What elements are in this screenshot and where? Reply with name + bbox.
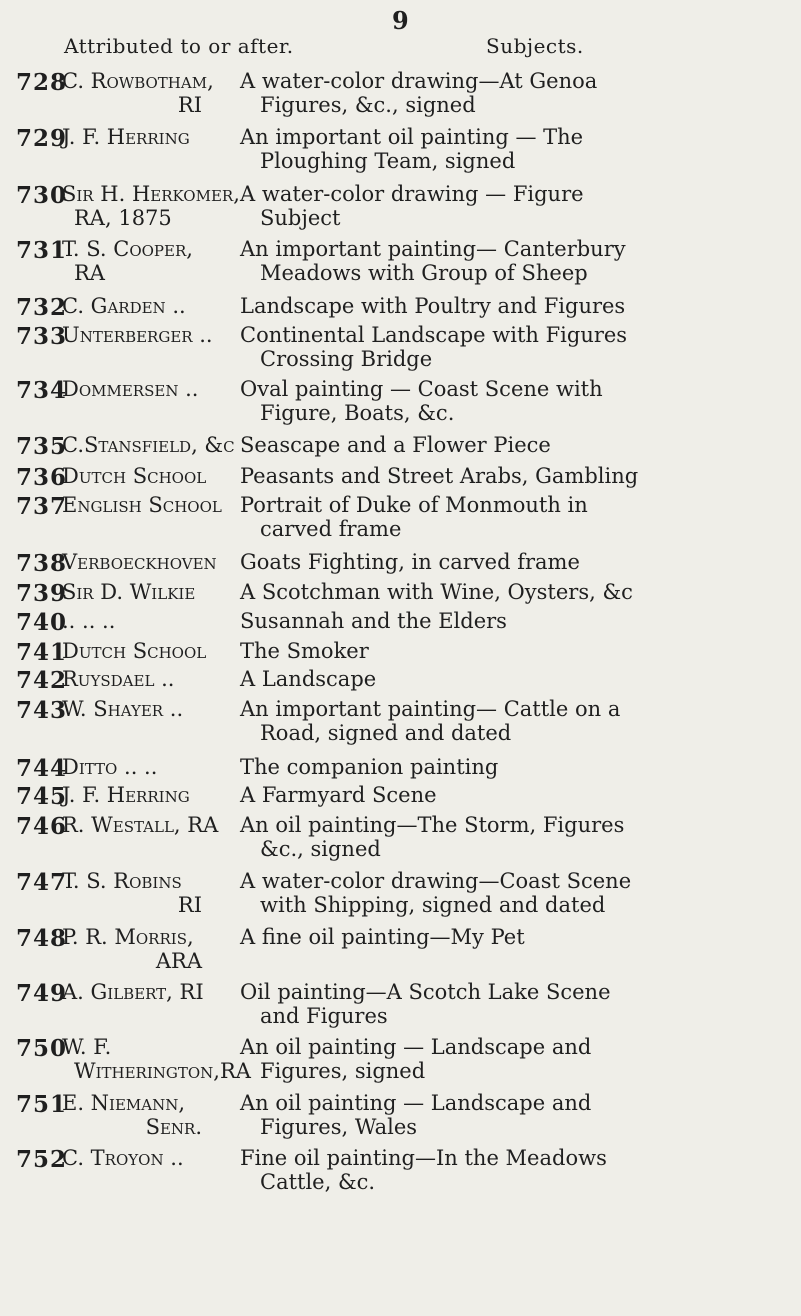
lot-subject <box>240 69 795 117</box>
lot-subject <box>240 667 795 691</box>
lot-subject <box>240 1091 795 1139</box>
lot-subject-text: An important painting— Canterbury <box>240 237 626 261</box>
lot-subject-text: An oil painting—The Storm, Figures <box>240 813 625 837</box>
lot-subject-text: A water-color drawing—At Genoa <box>240 69 598 93</box>
lot-artist-name: W. F. <box>62 1035 112 1059</box>
lot-subject <box>240 125 795 173</box>
lot-number: 736 <box>16 464 68 491</box>
lot-subject <box>240 1035 795 1083</box>
lot-number: 739 <box>16 580 68 607</box>
lot-artist <box>62 869 262 917</box>
lot-artist <box>62 323 262 347</box>
lot-artist-name: C.Stansfield, &c <box>62 433 235 457</box>
lot-subject-text: An oil painting — Landscape and <box>240 1035 592 1059</box>
lot-artist-name: T. S. Cooper, <box>62 237 193 261</box>
lot-subject <box>240 580 795 604</box>
lot-subject <box>240 1146 795 1194</box>
column-header-subjects: Subjects. <box>486 34 584 58</box>
lot-artist-name: Unterberger .. <box>62 323 213 347</box>
lot-number: 738 <box>16 550 68 577</box>
lot-subject <box>240 639 795 663</box>
lot-number: 744 <box>16 755 68 782</box>
lot-subject <box>240 464 795 488</box>
lot-number: 743 <box>16 697 68 724</box>
lot-subject <box>240 493 795 541</box>
lot-artist-name: A. Gilbert, RI <box>62 980 204 1004</box>
lot-subject <box>240 433 795 457</box>
lot-subject-continuation: Figures, &c., signed <box>260 93 476 117</box>
lot-number: 737 <box>16 493 68 520</box>
lot-subject-text: A Scotchman with Wine, Oysters, &c <box>240 580 633 604</box>
lot-artist <box>62 813 262 837</box>
lot-subject-continuation: Meadows with Group of Sheep <box>260 261 588 285</box>
lot-artist-qualifier: Senr. <box>145 1115 202 1139</box>
lot-subject <box>240 813 795 861</box>
lot-artist-qualifier: RI <box>177 93 202 117</box>
lot-subject-text: Peasants and Street Arabs, Gambling <box>240 464 639 488</box>
lot-subject-text: An important oil painting — The <box>240 125 584 149</box>
lot-artist-name: E. Niemann, <box>62 1091 186 1115</box>
lot-artist-qualifier: ARA <box>155 949 202 973</box>
lot-number: 750 <box>16 1035 68 1062</box>
lot-artist <box>62 980 262 1004</box>
lot-subject-text: A water-color drawing—Coast Scene <box>240 869 632 893</box>
lot-artist <box>62 1091 262 1139</box>
lot-artist-name: .. .. .. <box>62 609 116 633</box>
lot-number: 741 <box>16 639 68 666</box>
lot-artist-name: Verboeckhoven <box>62 550 217 574</box>
lot-number: 749 <box>16 980 68 1007</box>
lot-artist <box>62 925 262 973</box>
lot-artist-name: Dommersen .. <box>62 377 199 401</box>
lot-subject-text: An important painting— Cattle on a <box>240 697 621 721</box>
lot-artist <box>62 69 262 117</box>
lot-subject-continuation: &c., signed <box>260 837 381 861</box>
lot-number: 746 <box>16 813 68 840</box>
lot-subject-text: A Farmyard Scene <box>240 783 437 807</box>
lot-artist-qualifier: RI <box>177 893 202 917</box>
lot-artist <box>62 1035 262 1083</box>
lot-artist <box>62 609 262 633</box>
lot-subject <box>240 980 795 1028</box>
lot-number: 747 <box>16 869 68 896</box>
lot-artist <box>62 377 262 401</box>
lot-subject-continuation: Subject <box>260 206 341 230</box>
column-header-attributed: Attributed to or after. <box>64 34 294 58</box>
lot-number: 728 <box>16 69 68 96</box>
lot-artist-qualifier: Witherington,RA <box>74 1059 251 1083</box>
lot-subject-text: Goats Fighting, in carved frame <box>240 550 580 574</box>
lot-subject <box>240 237 795 285</box>
lot-subject-text: Oil painting—A Scotch Lake Scene <box>240 980 611 1004</box>
lot-subject <box>240 755 795 779</box>
lot-subject-text: Fine oil painting—In the Meadows <box>240 1146 607 1170</box>
lot-artist <box>62 550 262 574</box>
lot-subject-text: The companion painting <box>240 755 499 779</box>
page-number: 9 <box>392 6 409 35</box>
lot-number: 732 <box>16 294 68 321</box>
lot-subject-continuation: carved frame <box>260 517 402 541</box>
lot-artist <box>62 755 262 779</box>
lot-artist-name: J. F. Herring <box>62 125 190 149</box>
lot-artist-name: W. Shayer .. <box>62 697 184 721</box>
lot-artist-name: R. Westall, RA <box>62 813 219 837</box>
lot-subject-continuation: Figure, Boats, &c. <box>260 401 455 425</box>
lot-subject <box>240 323 795 371</box>
lot-number: 751 <box>16 1091 68 1118</box>
lot-artist-name: Ditto .. .. <box>62 755 158 779</box>
lot-subject-continuation: Ploughing Team, signed <box>260 149 516 173</box>
lot-subject <box>240 869 795 917</box>
lot-artist-name: Dutch School <box>62 639 207 663</box>
lot-subject-text: A Landscape <box>240 667 377 691</box>
lot-subject <box>240 783 795 807</box>
lot-subject <box>240 294 795 318</box>
lot-artist-name: C. Rowbotham, <box>62 69 214 93</box>
lot-subject <box>240 377 795 425</box>
lot-artist-name: Sir D. Wilkie <box>62 580 196 604</box>
lot-artist <box>62 493 262 517</box>
lot-subject-text: Portrait of Duke of Monmouth in <box>240 493 588 517</box>
lot-subject-continuation: and Figures <box>260 1004 388 1028</box>
lot-subject-text: Susannah and the Elders <box>240 609 507 633</box>
lot-subject-continuation: with Shipping, signed and dated <box>260 893 606 917</box>
lot-subject-text: Continental Landscape with Figures <box>240 323 628 347</box>
lot-artist-name: T. S. Robins <box>62 869 182 893</box>
lot-artist <box>62 639 262 663</box>
lot-artist <box>62 580 262 604</box>
lot-artist <box>62 1146 262 1170</box>
lot-subject <box>240 697 795 745</box>
lot-artist <box>62 697 262 721</box>
lot-subject-text: A water-color drawing — Figure <box>240 182 584 206</box>
lot-subject-text: An oil painting — Landscape and <box>240 1091 592 1115</box>
lot-number: 748 <box>16 925 68 952</box>
lot-artist <box>62 182 262 230</box>
lot-subject-continuation: Crossing Bridge <box>260 347 433 371</box>
lot-artist <box>62 237 262 285</box>
lot-number: 745 <box>16 783 68 810</box>
lot-artist-name: P. R. Morris, <box>62 925 194 949</box>
lot-artist-name: English School <box>62 493 222 517</box>
lot-subject <box>240 550 795 574</box>
lot-subject-text: The Smoker <box>240 639 369 663</box>
lot-artist <box>62 667 262 691</box>
lot-number: 752 <box>16 1146 68 1173</box>
lot-number: 742 <box>16 667 68 694</box>
lot-number: 731 <box>16 237 68 264</box>
lot-artist-name: C. Troyon .. <box>62 1146 184 1170</box>
lot-artist-name: Dutch School <box>62 464 207 488</box>
lot-artist <box>62 783 262 807</box>
lot-artist <box>62 125 262 149</box>
lot-artist-name: C. Garden .. <box>62 294 186 318</box>
lot-artist-name: J. F. Herring <box>62 783 190 807</box>
lot-number: 740 <box>16 609 68 636</box>
lot-number: 729 <box>16 125 68 152</box>
lot-artist-qualifier: RA, 1875 <box>74 206 172 230</box>
lot-subject-text: A fine oil painting—My Pet <box>240 925 525 949</box>
lot-subject-continuation: Cattle, &c. <box>260 1170 376 1194</box>
lot-artist <box>62 464 262 488</box>
lot-number: 733 <box>16 323 68 350</box>
lot-number: 735 <box>16 433 68 460</box>
lot-artist <box>62 433 262 457</box>
lot-subject-continuation: Road, signed and dated <box>260 721 512 745</box>
lot-subject <box>240 182 795 230</box>
lot-number: 730 <box>16 182 68 209</box>
lot-artist <box>62 294 262 318</box>
lot-artist-qualifier: RA <box>74 261 105 285</box>
lot-subject-text: Oval painting — Coast Scene with <box>240 377 603 401</box>
lot-number: 734 <box>16 377 68 404</box>
lot-artist-name: Ruysdael .. <box>62 667 175 691</box>
lot-subject-text: Landscape with Poultry and Figures <box>240 294 626 318</box>
lot-subject-text: Seascape and a Flower Piece <box>240 433 551 457</box>
lot-artist-name: Sir H. Herkomer, <box>62 182 240 206</box>
lot-subject-continuation: Figures, Wales <box>260 1115 418 1139</box>
lot-subject-continuation: Figures, signed <box>260 1059 426 1083</box>
lot-subject <box>240 609 795 633</box>
lot-subject <box>240 925 795 949</box>
